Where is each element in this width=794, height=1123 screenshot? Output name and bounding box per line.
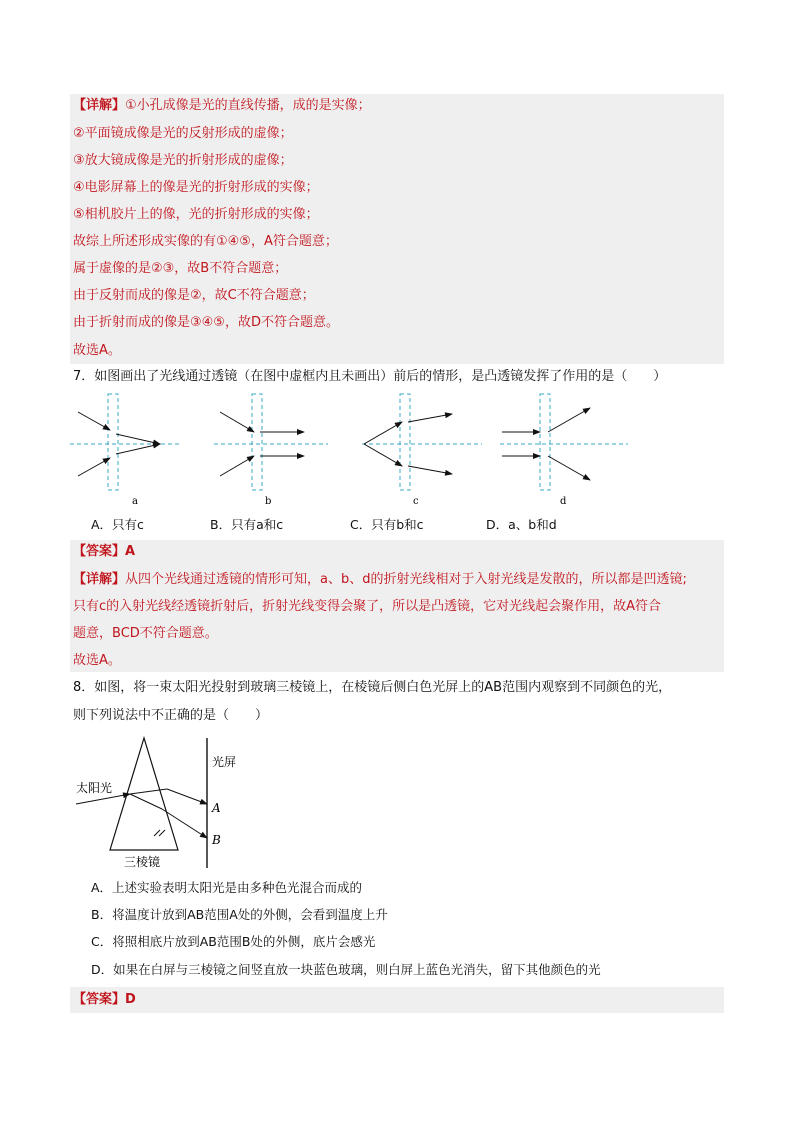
q7-lens-figures bbox=[70, 392, 640, 508]
q8-option-b: B．将温度计放到AB范围A处的外侧，会看到温度上升 bbox=[91, 907, 388, 922]
q7-answer bbox=[73, 542, 135, 562]
sunlight-label: 太阳光 bbox=[76, 781, 113, 795]
q8-option-a: A．上述实验表明太阳光是由多种色光混合而成的 bbox=[91, 880, 363, 895]
detail-line-8: 由于反射而成的像是②，故C不符合题意； bbox=[73, 288, 315, 303]
q8-option-d: D．如果在白屏与三棱镜之间竖直放一块蓝色玻璃，则白屏上蓝色光消失，留下其他颜色的光 bbox=[91, 962, 601, 977]
lens-figure-a bbox=[70, 394, 180, 507]
q8-stem-line-2: 则下列说法中不正确的是（ ） bbox=[73, 708, 269, 723]
q7-detail-line-4: 故选A。 bbox=[73, 653, 121, 668]
detail-line-1 bbox=[73, 96, 371, 116]
detail-line-5: ⑤相机胶片上的像，光的折射形成的实像； bbox=[73, 207, 319, 222]
q7-detail-label: 【详解】 bbox=[73, 572, 126, 587]
q8-answer-band bbox=[70, 987, 724, 1013]
q7-option-a: A．只有c bbox=[91, 517, 144, 532]
detail-text: ①小孔成像是光的直线传播，成的是实像； bbox=[125, 98, 371, 113]
q8-prism-figure bbox=[72, 734, 252, 874]
detail-line-3: ③放大镜成像是光的折射形成的虚像； bbox=[73, 153, 293, 168]
lens-figure-b bbox=[214, 394, 328, 507]
detail-line-4: ④电影屏幕上的像是光的折射形成的实像； bbox=[73, 180, 319, 195]
q8-answer-value: D bbox=[125, 992, 136, 1007]
q7-detail-line-2: 只有c的入射光线经透镜折射后，折射光线变得会聚了，所以是凸透镜，它对光线起会聚作用，故A符合 bbox=[73, 599, 662, 614]
detail-line-10: 故选A。 bbox=[73, 343, 121, 358]
prism-shape bbox=[110, 738, 178, 850]
q7-detail-line-1 bbox=[73, 570, 687, 590]
q8-option-c: C．将照相底片放到AB范围B处的外侧，底片会感光 bbox=[91, 934, 376, 949]
figure-label-b: b bbox=[265, 496, 272, 507]
figure-label-d: d bbox=[560, 496, 567, 507]
prism-label: 三棱镜 bbox=[124, 855, 161, 869]
detail-line-2: ②平面镜成像是光的反射形成的虚像； bbox=[73, 126, 293, 141]
q8-stem-line-1: 8．如图，将一束太阳光投射到玻璃三棱镜上，在棱镜后侧白色光屏上的AB范围内观察到不同颜色的光， bbox=[73, 680, 672, 695]
detail-line-9: 由于折射而成的像是③④⑤，故D不符合题意。 bbox=[73, 315, 339, 330]
point-b-label: B bbox=[212, 833, 221, 847]
q8-answer-label: 【答案】 bbox=[73, 992, 126, 1007]
detail-line-7: 属于虚像的是②③，故B不符合题意； bbox=[73, 261, 288, 276]
detail-line-6: 故综上所述形成实像的有①④⑤，A符合题意； bbox=[73, 234, 338, 249]
detail-label: 【详解】 bbox=[73, 98, 126, 113]
figure-label-c: c bbox=[413, 496, 419, 507]
figure-label-a: a bbox=[132, 496, 138, 507]
q7-detail-text: 从四个光线通过透镜的情形可知，a、b、d的折射光线相对于入射光线是发散的，所以都是凹透镜; bbox=[125, 572, 687, 587]
q7-option-c: C．只有b和c bbox=[350, 517, 424, 532]
q7-option-b: B．只有a和c bbox=[210, 517, 284, 532]
q8-answer bbox=[73, 990, 136, 1010]
q7-answer-label: 【答案】 bbox=[73, 544, 126, 559]
q7-option-d: D．a、b和d bbox=[486, 517, 557, 532]
q7-answer-value: A bbox=[125, 544, 136, 559]
q7-stem: 7．如图画出了光线通过透镜（在图中虚框内且未画出）前后的情形，是凸透镜发挥了作用的是（ ） bbox=[73, 369, 667, 384]
q7-detail-line-3: 题意，BCD不符合题意。 bbox=[73, 626, 218, 641]
lens-figure-c bbox=[362, 394, 482, 507]
screen-label: 光屏 bbox=[212, 755, 237, 769]
point-a-label: A bbox=[212, 801, 221, 815]
lens-figure-d bbox=[500, 394, 628, 507]
